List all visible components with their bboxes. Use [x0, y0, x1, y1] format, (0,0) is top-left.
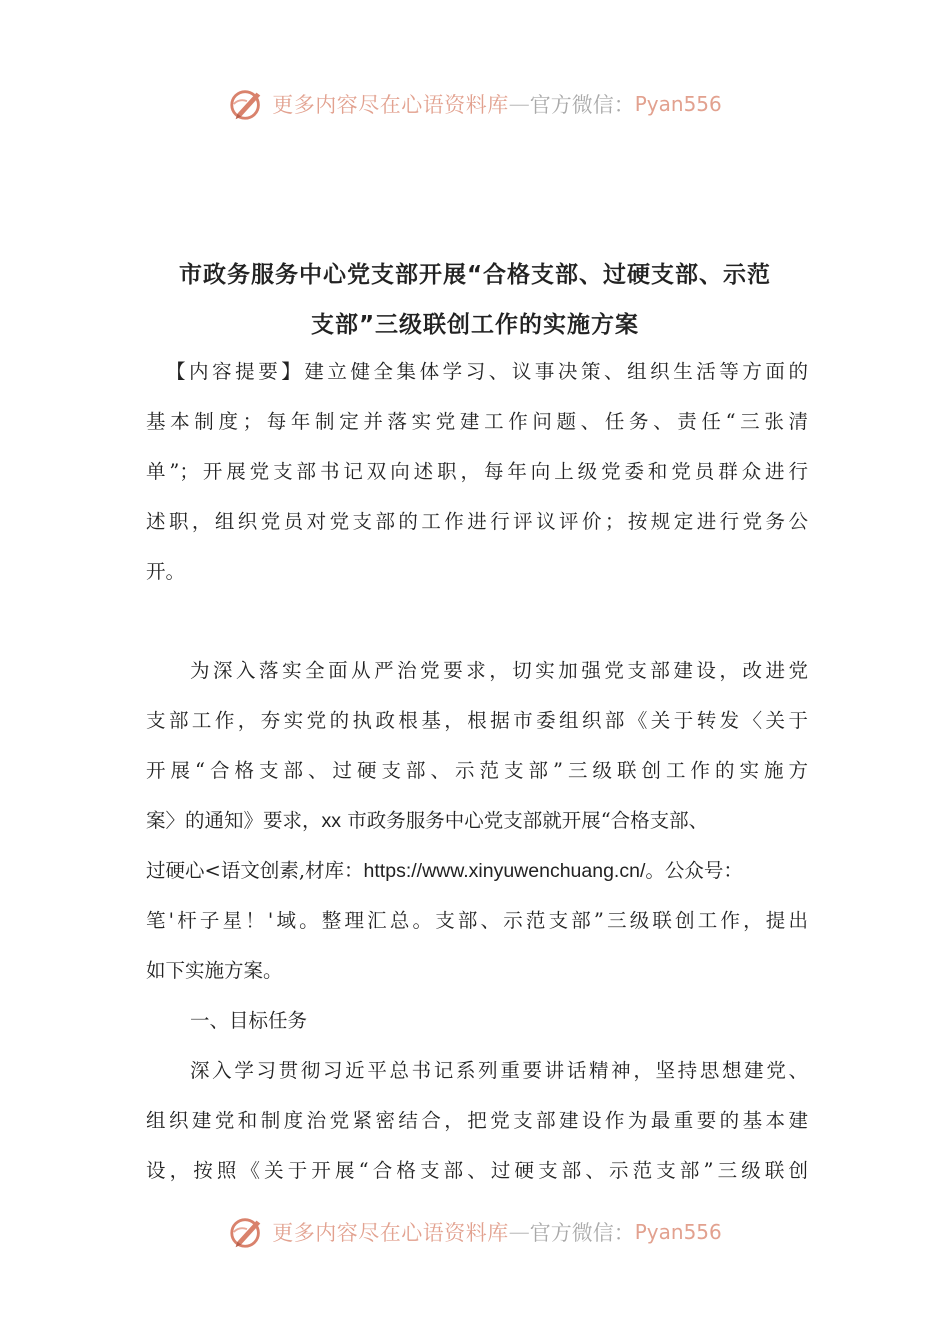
abstract-line: 【内容提要】建立健全集体学习、议事决策、组织生活等方面的 [166, 360, 808, 383]
header-banner [0, 82, 950, 126]
intro-url-text: https://www.xinyuwenchuang.cn/ [363, 860, 646, 882]
intro-xx-placeholder: xx [321, 810, 342, 832]
intro-segment: 过硬心<语文创素,材库： [146, 859, 364, 882]
abstract-line: 基本制度；每年制定并落实党建工作问题、任务、责任“三张清 [146, 410, 808, 433]
section-line: 深入学习贯彻习近平总书记系列重要讲话精神，坚持思想建党、 [190, 1059, 808, 1082]
footer-banner [0, 1210, 950, 1254]
pen-logo-icon [228, 85, 266, 123]
section-line: 组织建党和制度治党紧密结合，把党支部建设作为最重要的基本建 [146, 1109, 808, 1132]
abstract-line: 开。 [146, 560, 186, 583]
intro-line: 笔'杆子星！'域。整理汇总。支部、示范支部”三级联创工作，提出 [146, 909, 808, 932]
intro-line: 开展“合格支部、过硬支部、示范支部”三级联创工作的实施方 [146, 759, 808, 782]
section-heading: 一、目标任务 [190, 1009, 308, 1032]
intro-segment: 。公众号： [645, 859, 743, 882]
intro-line-mixed [146, 805, 808, 833]
banner-main-text: 更多内容尽在心语资料库 [272, 93, 509, 117]
intro-line: 如下实施方案。 [146, 959, 283, 982]
banner-main-text: 更多内容尽在心语资料库 [272, 1221, 509, 1245]
section-line: 设，按照《关于开展“合格支部、过硬支部、示范支部”三级联创 [146, 1159, 808, 1182]
banner-official-label: 官方微信： [529, 93, 635, 117]
pen-logo-icon [228, 1213, 266, 1251]
intro-segment: 市政务服务中心党支部就开展“合格支部、 [341, 809, 709, 832]
banner-wechat-id: Pyan556 [634, 1220, 722, 1244]
abstract-line: 述职，组织党员对党支部的工作进行评议评价；按规定进行党务公 [146, 510, 808, 533]
intro-line: 为深入落实全面从严治党要求，切实加强党支部建设，改进党 [190, 659, 808, 682]
document-title-line: 支部”三级联创工作的实施方案 [310, 312, 640, 338]
banner-official-label: 官方微信： [529, 1221, 635, 1245]
intro-segment: 案〉的通知》要求， [146, 809, 322, 832]
document-title-line: 市政务服务中心党支部开展“合格支部、过硬支部、示范 [178, 262, 772, 288]
abstract-line: 单”；开展党支部书记双向述职，每年向上级党委和党员群众进行 [146, 460, 808, 483]
banner-dash: — [508, 1220, 530, 1244]
intro-line-url [146, 855, 808, 883]
intro-line: 支部工作，夯实党的执政根基，根据市委组织部《关于转发〈关于 [146, 709, 808, 732]
banner-dash: — [508, 92, 530, 116]
banner-wechat-id: Pyan556 [634, 92, 722, 116]
